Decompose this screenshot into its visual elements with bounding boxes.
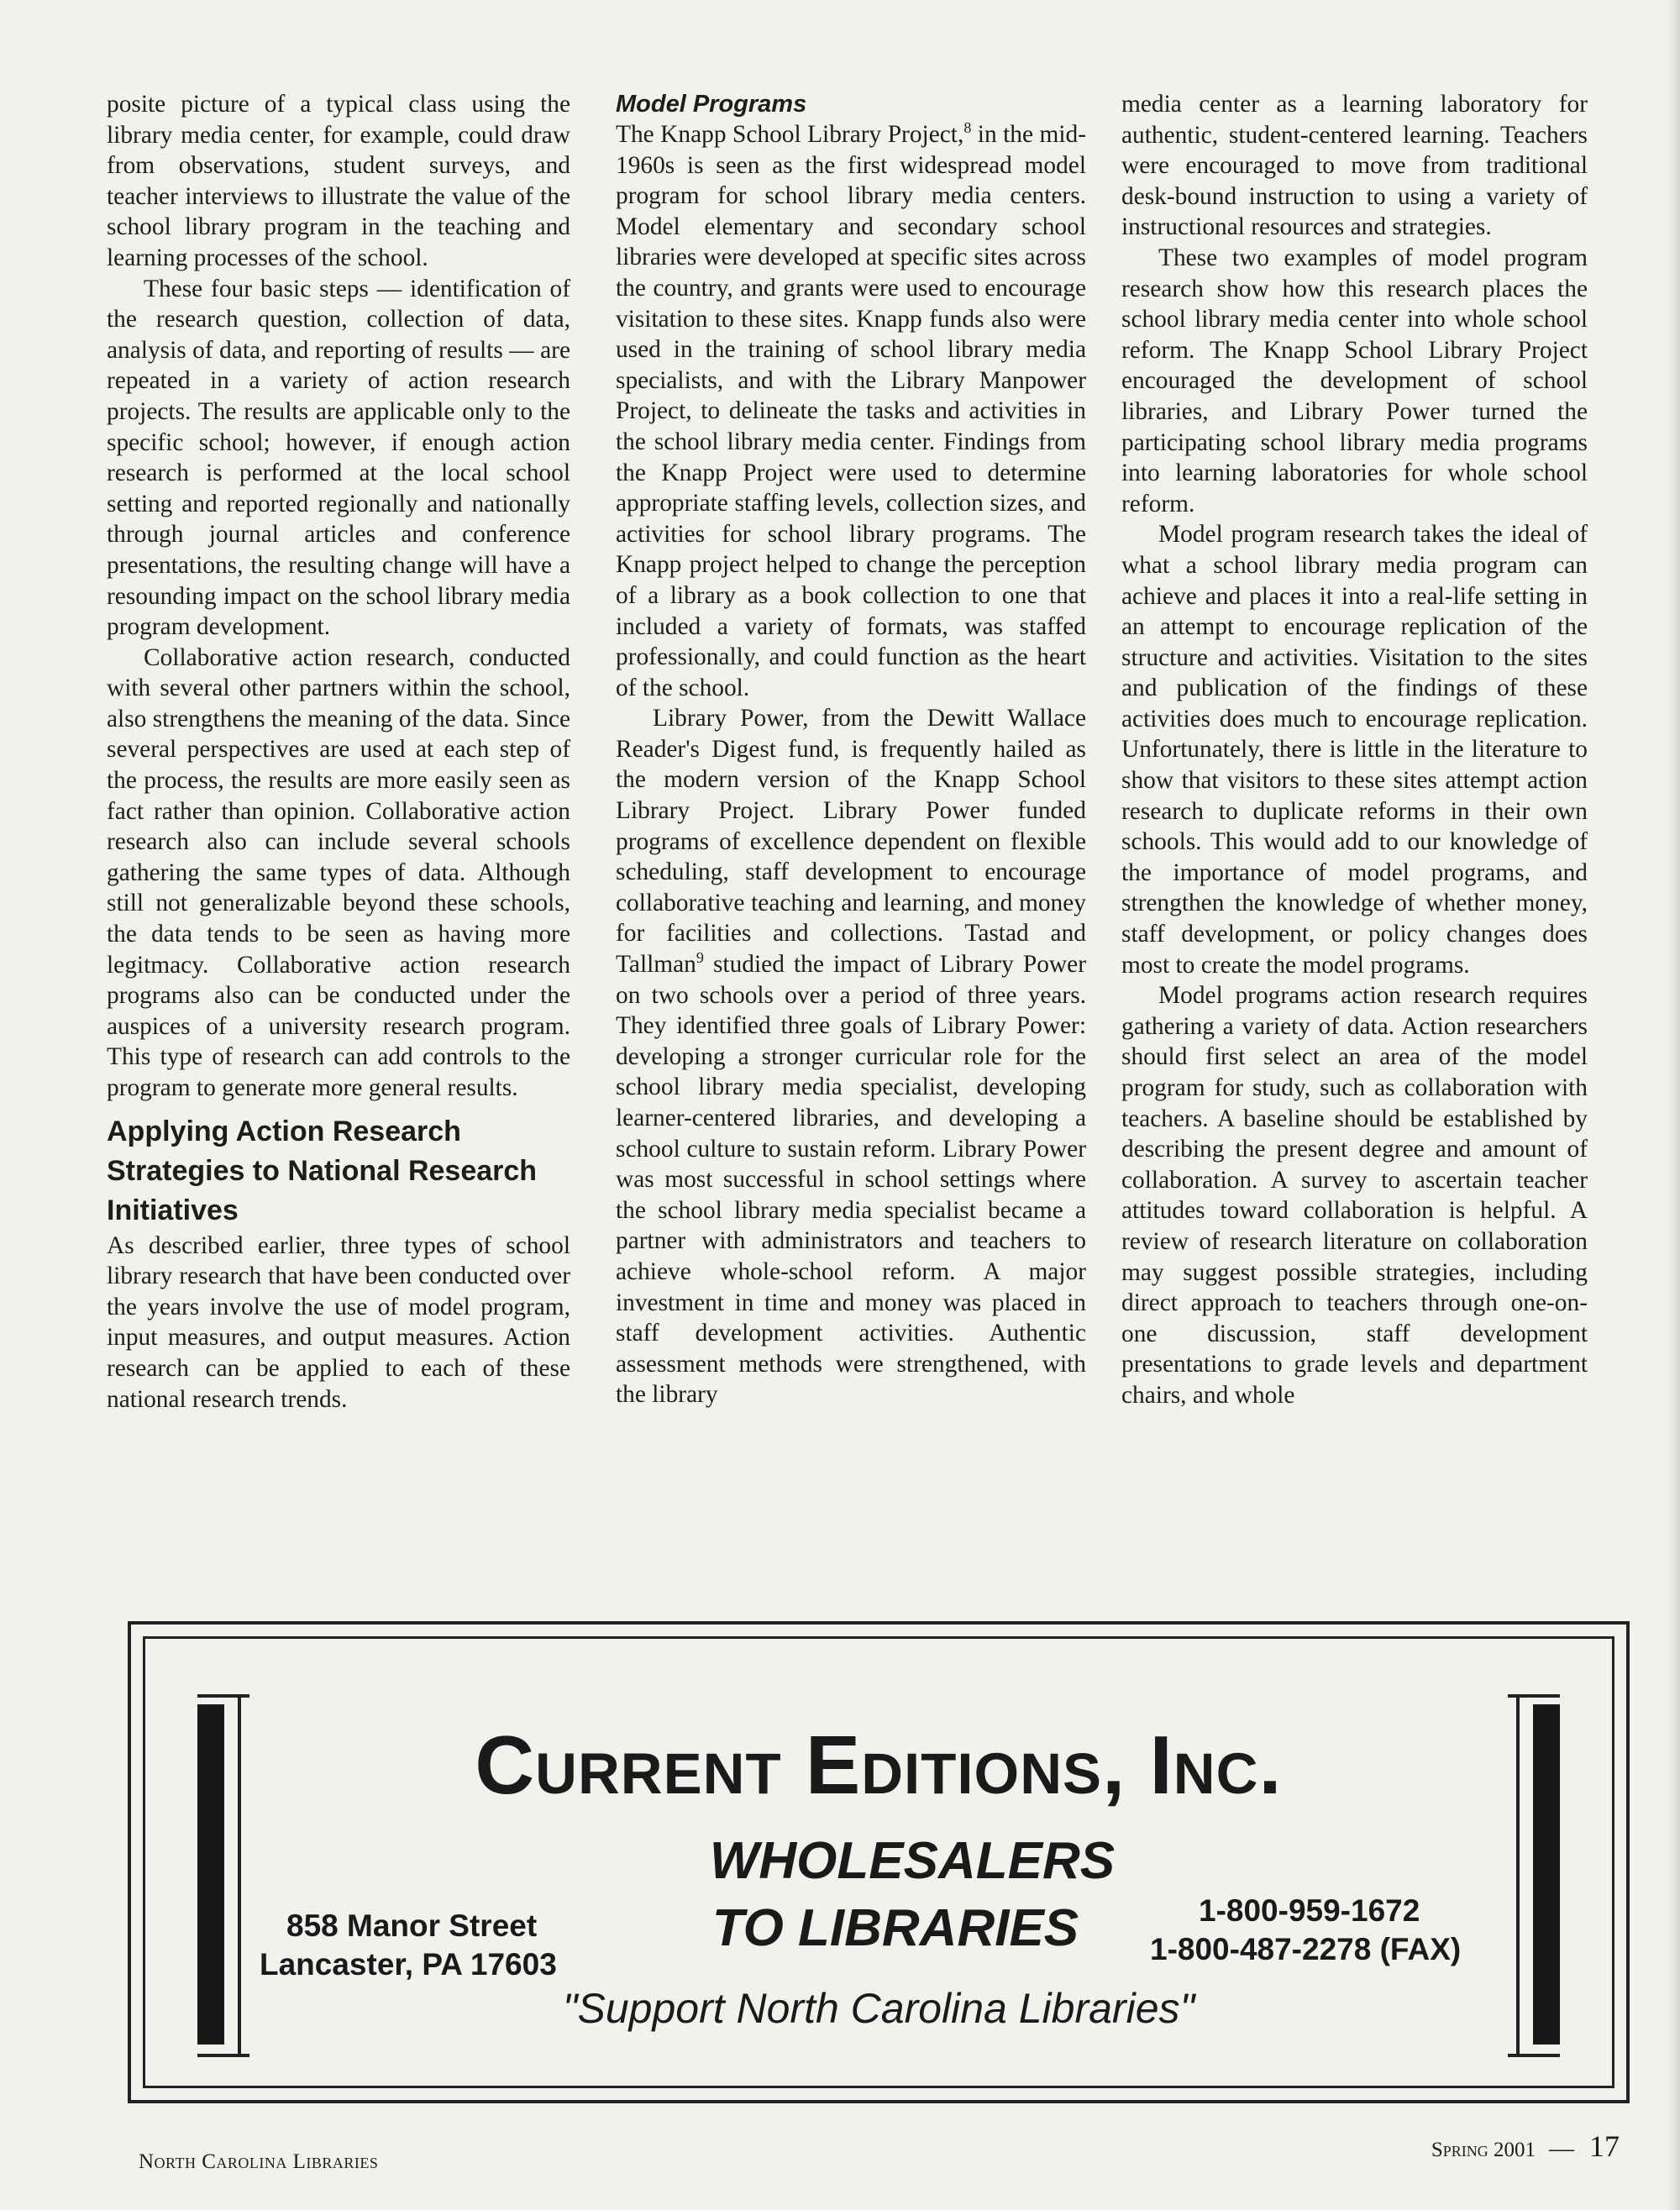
ad-phone: 1-800-959-1672 <box>1199 1893 1420 1928</box>
section-heading: Applying Action Research Strategies to National Research Initiatives <box>107 1115 538 1226</box>
paragraph: Model programs action research requires gathering a variety of data. Action researchers should first select an area of the model program for study, such as collaboration with teachers. A baseline should be established by describing the present degree and amount of collaboration. A survey to ascertain teacher attitudes toward collaboration is helpful. A review of research literature on collaboration may suggest possible strategies, including direct approach to teachers through one-on-one discussion, staff development presentations to grade levels and department chairs, and whole <box>1121 982 1588 1409</box>
bracket-line <box>1508 2054 1560 2057</box>
paragraph: These two examples of model program research show how this research places the school library media center into whole school reform. The Knapp School Library Project encouraged the development of school libraries, and Library Power turned the participating school library media programs into learning laboratories for whole school reform. <box>1121 244 1588 517</box>
journal-name: North Carolina Libraries <box>139 2150 379 2173</box>
article-column-2 <box>616 89 1086 1410</box>
paragraph: media center as a learning laboratory for authentic, student-centered learning. Teachers were encouraged to move from traditional desk-bound instruction to using a variety of instructional resources and strategies. <box>1121 91 1588 241</box>
folio <box>1431 2129 1620 2164</box>
paragraph: Model program research takes the ideal of what a school library media program can achieve and places it into a real-life setting in an attempt to encourage replication of the structure and activities. Visitation to the sites and publication of the findings of these activities does much to encourage replication. Unfortunately, there is little in the literature to show that visitors to these sites attempt action research to duplicate reforms in their own schools. This would add to our knowledge of the importance of model programs, and strengthen the knowledge of whether money, staff development, or policy changes does most to create the model programs. <box>1121 521 1588 979</box>
folio-dash: — <box>1549 2134 1574 2162</box>
ad-slogan: "Support North Carolina Libraries" <box>562 1985 1195 2032</box>
ad-city: Lancaster, PA 17603 <box>260 1947 557 1982</box>
page-number: 17 <box>1589 2129 1620 2163</box>
article-column-3 <box>1121 89 1588 1411</box>
ad-wholesalers: WHOLESALERS <box>709 1832 1116 1890</box>
bracket-line <box>197 1694 249 1698</box>
ad-company-name: Current Editions, Inc. <box>475 1719 1283 1811</box>
advertisement-box <box>128 1621 1630 2103</box>
page-edge-shadow <box>1668 0 1680 2210</box>
article-column-1 <box>107 89 570 1415</box>
ad-fax: 1-800-487-2278 (FAX) <box>1150 1932 1462 1966</box>
ad-street: 858 Manor Street <box>286 1908 538 1943</box>
text-run: The Knapp School Library Project, <box>616 121 964 148</box>
ad-to-libraries: TO LIBRARIES <box>711 1899 1079 1957</box>
text-run: Library Power, from the Dewitt Wallace Reader's Digest fund, is frequently hailed as the modern version of the Knapp School Library Project. Library Power funded programs of excellence dependent on flexible scheduling, staff development to encourage collaborative teaching and learning, and money for facilities and collections. Tastad and Tallman <box>616 705 1086 979</box>
paragraph: As described earlier, three types of school library research that have been conducted over the years involve the use of model program, input measures, and output measures. Action research can be applied to each of these national research trends. <box>107 1231 570 1413</box>
text-run: in the mid-1960s is seen as the first widespread model program for school library media centers. Model elementary and secondary school libraries were developed at specific sites across the country, and grants were used to encourage visitation to these sites. Knapp funds also were used in the training of school library media specialists, and with the Library Manpower Project, to delineate the tasks and activities in the school library media center. Findings from the Knapp Project were used to determine appropriate staffing levels, collection sizes, and activities for school library programs. The Knapp project helped to change the perception of a library as a book collection to one that included a variety of formats, was staffed professionally, and could function as the heart of the school. <box>616 121 1086 701</box>
paragraph: These four basic steps — identification of the research question, collection of data, analysis of data, and reporting of results — are repeated in a variety of action research projects. The results are applicable only to the specific school; however, if enough action research is performed at the local school setting and reported regionally and nationally through journal articles and conference presentations, the resulting change will have a resounding impact on the school library media program development. <box>107 275 570 641</box>
subheading-model-programs: Model Programs <box>616 91 807 118</box>
paragraph <box>616 119 1086 703</box>
advertisement-inner-border <box>143 1636 1614 2088</box>
text-run: studied the impact of Library Power on two schools over a period of three years. They identified three goals of Library Power: developing a stronger curricular role for the school library media specialist, developing learner-centered libraries, and developing a school culture to sustain reform. Library Power was most successful in school settings where the school library media specialist became a partner with administrators and teachers to achieve whole-school reform. A major investment in time and money was placed in staff development activities. Authentic assessment methods were strengthened, with the library <box>616 951 1086 1409</box>
bracket-line <box>197 2054 249 2057</box>
issue-date: Spring 2001 <box>1431 2139 1536 2161</box>
paragraph: Collaborative action research, conducted with several other partners within the school, also strengthens the meaning of the data. Since several perspectives are used at each step of the process, the results are more easily seen as fact rather than opinion. Collaborative action research also can include several schools gathering the same types of data. Although still not generalizable beyond these schools, the data tends to be seen as having more legitmacy. Collaborative action research programs also can be conducted under the auspices of a university research program. This type of research can add controls to the program to generate more general results. <box>107 643 570 1101</box>
footnote-ref: 8 <box>963 119 972 137</box>
footnote-ref: 9 <box>696 949 704 967</box>
paragraph <box>616 703 1086 1410</box>
paragraph: posite picture of a typical class using the library media center, for example, could draw from observations, student surveys, and teacher interviews to illustrate the value of the school library program in the teaching and learning processes of the school. <box>107 91 570 271</box>
